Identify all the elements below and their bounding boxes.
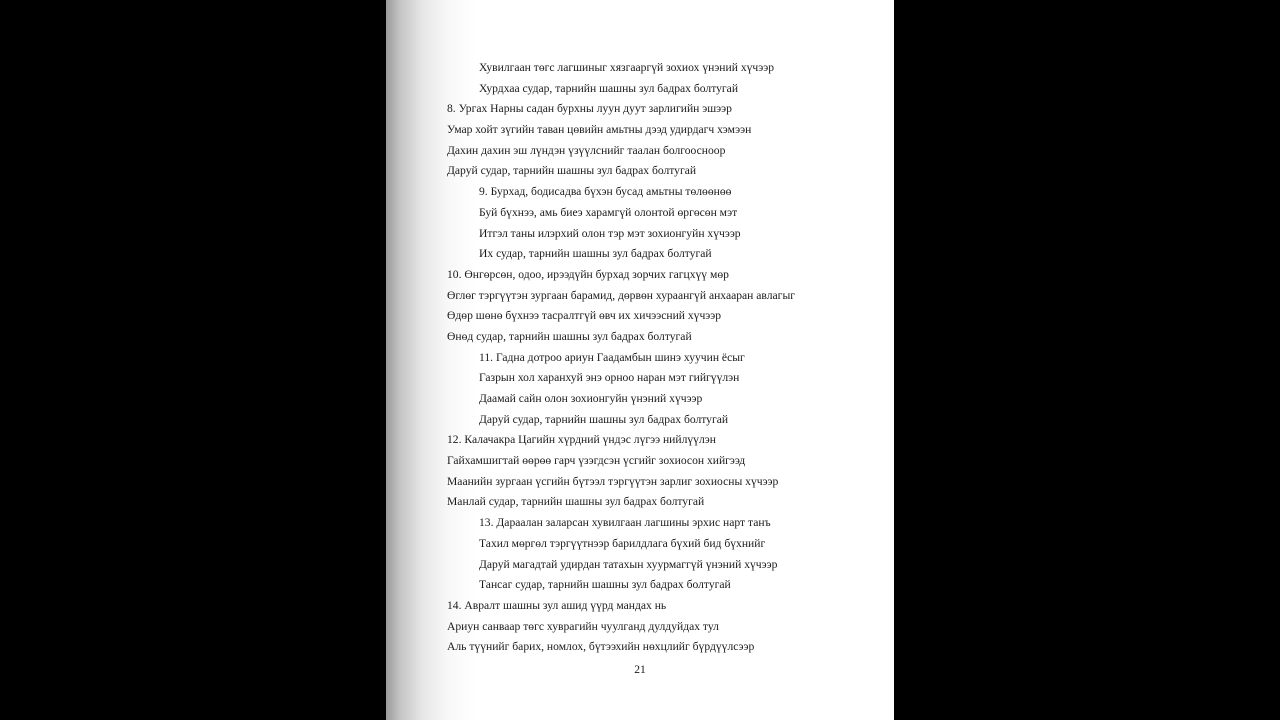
page-number: 21: [634, 663, 646, 676]
document-page: [386, 0, 894, 720]
text-line: Даруй судар, тарнийн шашны зул бадрах болтугай: [479, 412, 729, 426]
text-line: Өдөр шөнө бүхнээ тасралтгүй өвч их хичээсний хүчээр: [447, 309, 722, 323]
text-line: 11. Гадна дотроо ариун Гаадамбын шинэ хуучин ёсыг: [479, 350, 745, 364]
text-line: Умар хойт зүгийн таван цөвийн амьтны дээд удирдагч хэмээн: [447, 123, 752, 137]
text-line: Хувилгаан төгс лагшиныг хязгааргүй зохиох үнэний хүчээр: [479, 61, 774, 74]
text-body: [386, 58, 894, 658]
text-line: 8. Ургах Нарны садан бурхны луун дуут зарлигийн эшээр: [447, 102, 732, 116]
text-line: Маанийн зургаан үсгийн бүтээл тэргүүтэн зарлиг зохиосны хүчээр: [447, 474, 779, 488]
text-line: Даруй магадтай удирдан татахын хуурмаггүй үнэний хүчээр: [479, 557, 778, 571]
text-line: Буй бүхнээ, амь биеэ харамгүй олонтой өргөсөн мэт: [479, 205, 738, 219]
text-line: Тансаг судар, тарнийн шашны зул бадрах болтугай: [479, 578, 731, 592]
text-line: Итгэл таны илэрхий олон тэр мэт зохионгуйн хүчээр: [479, 226, 741, 240]
text-line: Аль түүнийг барих, номлох, бүтээхийн нөхцлийг бүрдүүлсээр: [447, 640, 755, 654]
text-line: Өглөг тэргүүтэн зургаан барамид, дөрвөн хураангүй анхааран авлагыг: [447, 288, 795, 302]
text-line: Хурдхаа судар, тарнийн шашны зул бадрах болтугай: [479, 81, 739, 95]
text-line: Өнөд судар, тарнийн шашны зул бадрах болтугай: [447, 329, 692, 343]
text-line: 10. Өнгөрсөн, одоо, ирээдүйн бурхад зорчих гагцхүү мөр: [447, 267, 729, 281]
text-line: Газрын хол харанхуй энэ орноо наран мэт гийгүүлэн: [479, 371, 740, 385]
text-line: 13. Дараалан заларсан хувилгаан лагшины эрхис нарт танъ: [479, 516, 771, 530]
text-line: 12. Калачакра Цагийн хүрдний үндэс лүгээ нийлүүлэн: [447, 433, 716, 447]
text-line: Дахин дахин эш лүндэн үзүүлснийг таалан болгоосноор: [447, 143, 726, 157]
text-line: 9. Бурхад, бодисадва бүхэн бусад амьтны төлөөнөө: [479, 185, 732, 199]
text-line: Ариун санваар төгс хуврагийн чуулганд дулдуйдах тул: [447, 619, 719, 633]
text-line: Даамай сайн олон зохионгуйн үнэний хүчээр: [479, 392, 703, 405]
text-line: Манлай судар, тарнийн шашны зул бадрах болтугай: [447, 495, 705, 509]
text-line: Гайхамшигтай өөрөө гарч үзэгдсэн үсгийг зохиосон хийгээд: [447, 454, 746, 468]
text-line: 14. Авралт шашны зул ашид үүрд мандах нь: [447, 598, 667, 612]
text-line: Даруй судар, тарнийн шашны зул бадрах болтугай: [447, 164, 697, 178]
text-line: Их судар, тарнийн шашны зул бадрах болтугай: [479, 247, 712, 261]
text-line: Тахил мөргөл тэргүүтнээр барилдлага бүхий бид бүхнийг: [479, 536, 766, 550]
